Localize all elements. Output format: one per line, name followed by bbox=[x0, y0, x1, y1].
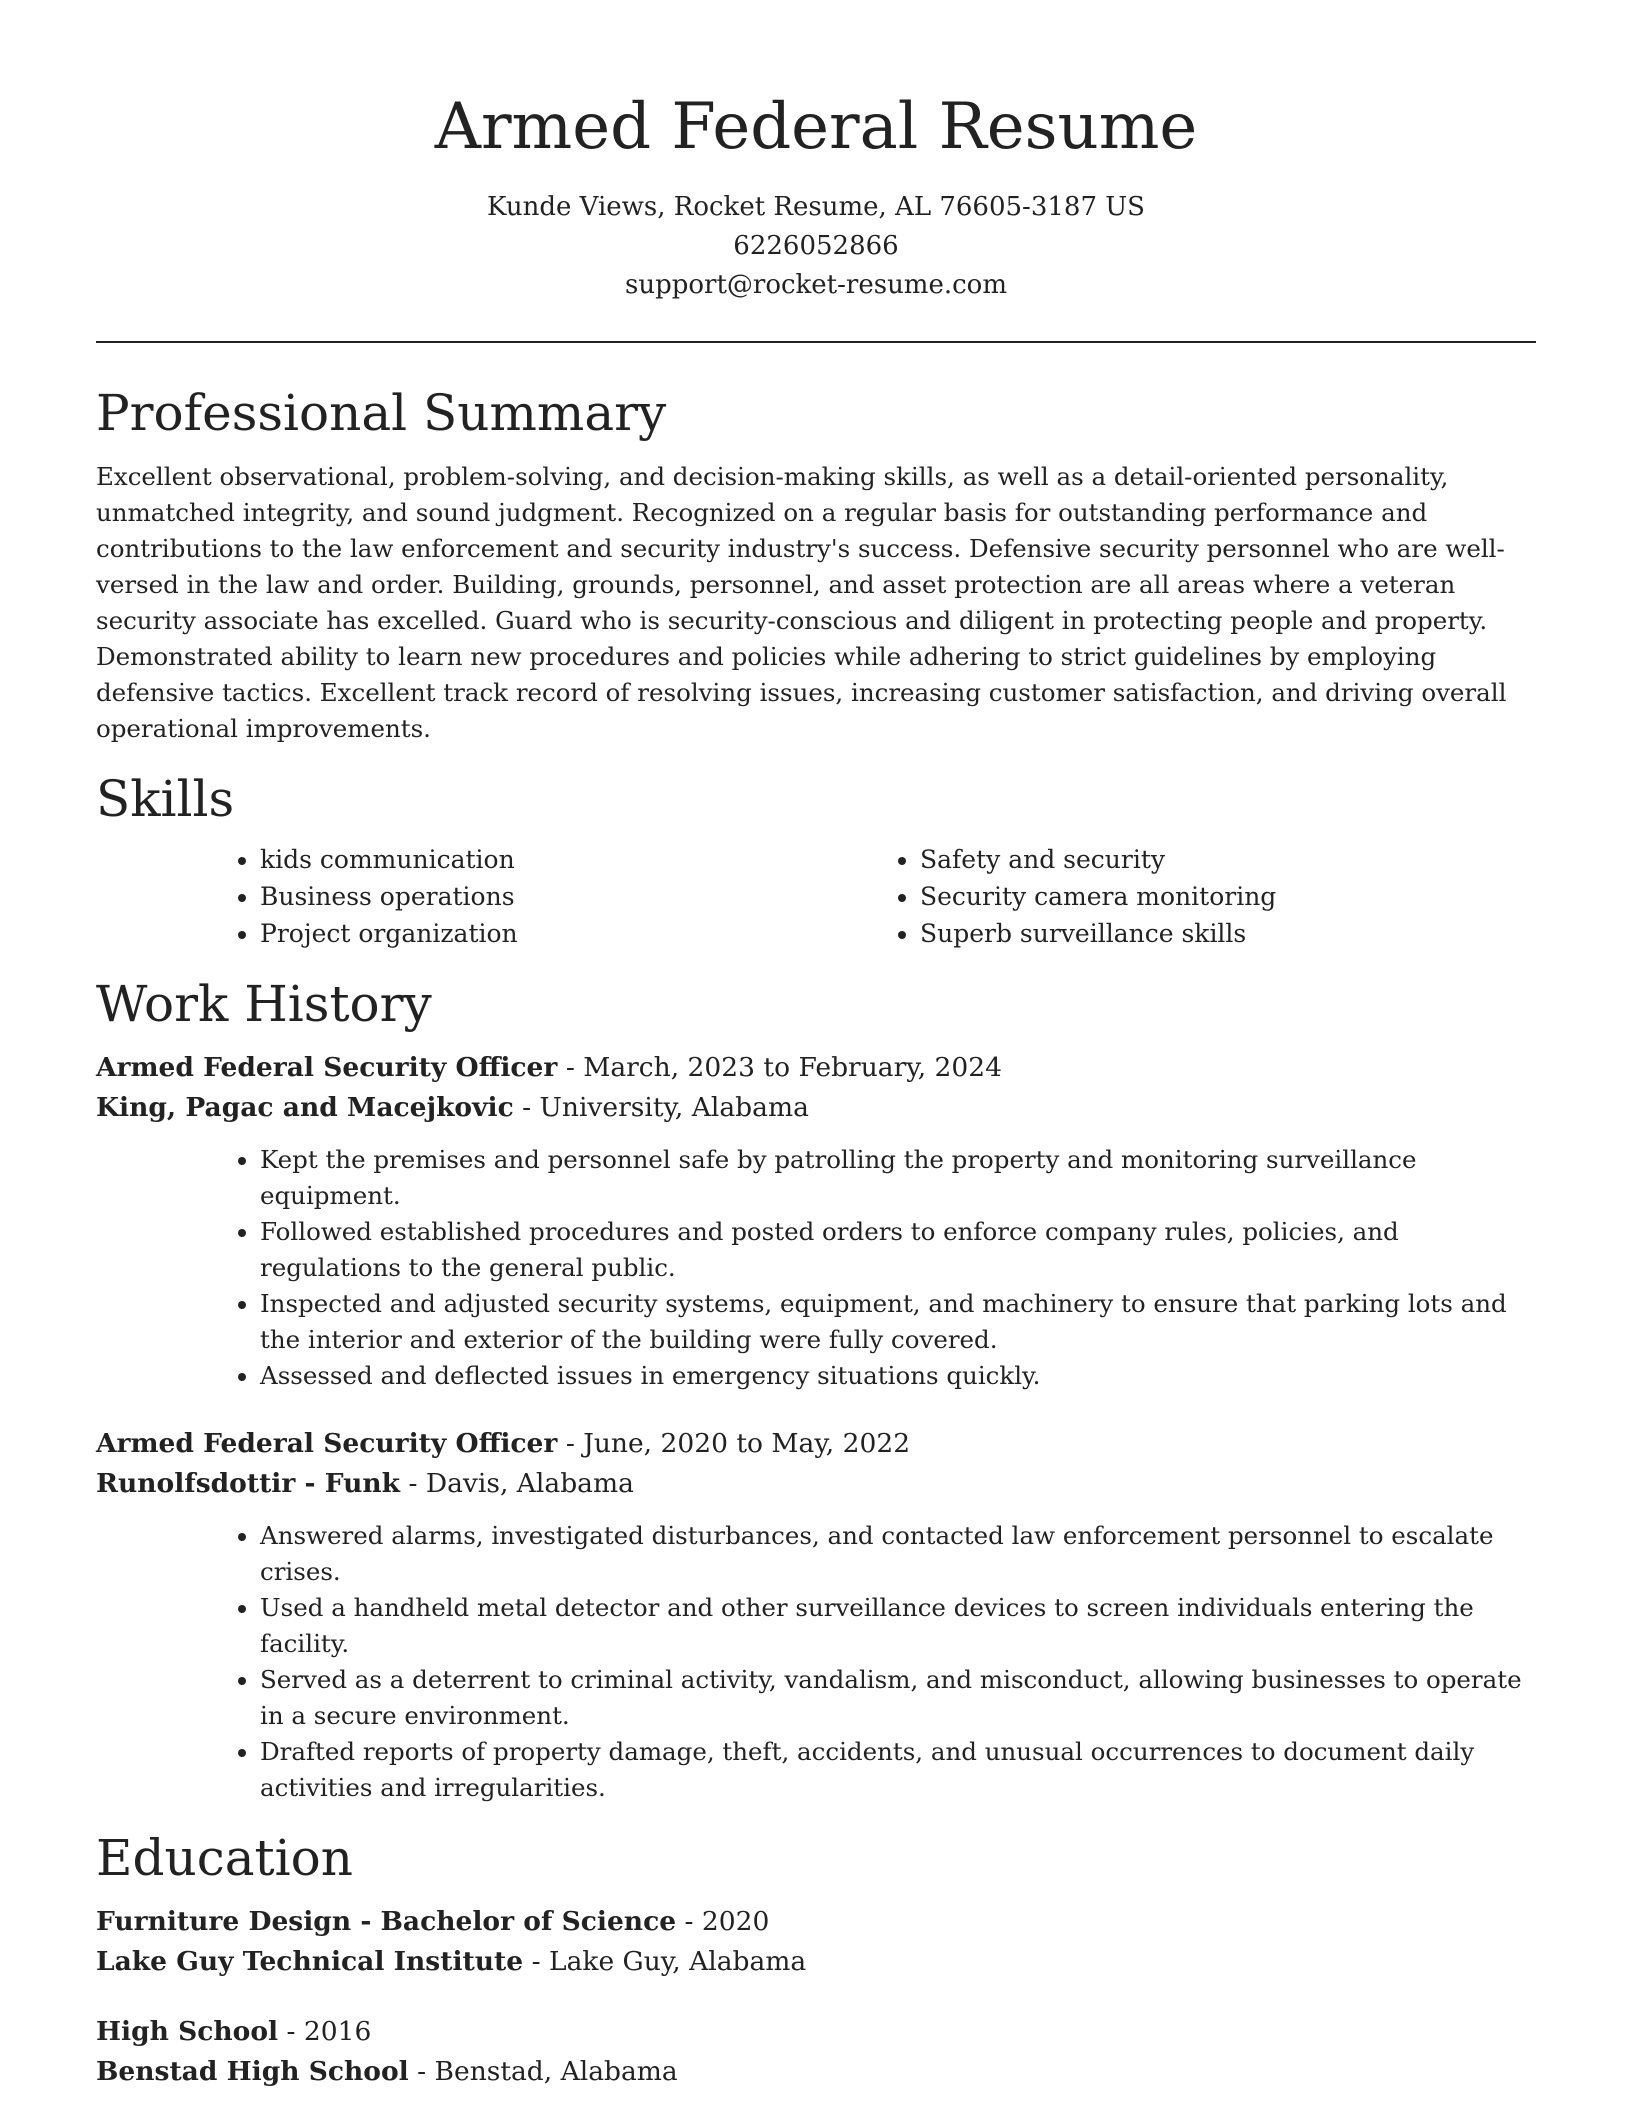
job-bullet: • Used a handheld metal detector and other surveillance devices to screen individuals entering the facility. bbox=[260, 1590, 1536, 1662]
education-degree: Furniture Design - Bachelor of Science bbox=[96, 1906, 677, 1937]
job-title-line bbox=[96, 1424, 1536, 1464]
skill-item: • Security camera monitoring bbox=[920, 878, 1536, 915]
education-entry bbox=[96, 2012, 1536, 2092]
education-degree: High School bbox=[96, 2016, 279, 2047]
skills-grid bbox=[216, 841, 1536, 952]
contact-phone: 6226052866 bbox=[733, 231, 899, 261]
education-school: Benstad High School bbox=[96, 2056, 409, 2087]
skills-title: Skills bbox=[96, 770, 235, 828]
contact-address: Kunde Views, Rocket Resume, AL 76605-3187 US bbox=[486, 192, 1145, 222]
job-bullet: • Kept the premises and personnel safe by patrolling the property and monitoring surveillance equipment. bbox=[260, 1142, 1536, 1214]
job-dates: March, 2023 to February, 2024 bbox=[583, 1052, 1002, 1083]
job-company: Runolfsdottir - Funk bbox=[96, 1468, 401, 1499]
education-school-line bbox=[96, 2052, 1536, 2092]
job-separator: - bbox=[408, 1468, 426, 1499]
skill-item: • kids communication bbox=[260, 841, 876, 878]
work-section bbox=[96, 972, 1536, 1806]
job-bullet: • Followed established procedures and posted orders to enforce company rules, policies, and regulations to the general public. bbox=[260, 1214, 1536, 1286]
education-separator: - bbox=[286, 2016, 304, 2047]
resume-header bbox=[96, 0, 1536, 305]
job-company-line bbox=[96, 1464, 1536, 1504]
job-bullet-list bbox=[216, 1142, 1536, 1394]
job-separator: - bbox=[565, 1428, 584, 1459]
summary-section bbox=[96, 381, 1536, 747]
education-separator: - bbox=[684, 1906, 702, 1937]
job-company-line bbox=[96, 1088, 1536, 1128]
education-year: 2020 bbox=[701, 1906, 770, 1937]
education-degree-line bbox=[96, 1902, 1536, 1942]
summary-title: Professional Summary bbox=[96, 384, 667, 442]
skills-left-list bbox=[216, 841, 876, 952]
job-bullet: • Assessed and deflected issues in emergency situations quickly. bbox=[260, 1358, 1536, 1394]
education-entry bbox=[96, 1902, 1536, 1982]
job-bullet-list bbox=[216, 1518, 1536, 1806]
job-separator: - bbox=[522, 1092, 540, 1123]
education-separator: - bbox=[417, 2056, 435, 2087]
education-separator: - bbox=[531, 1946, 549, 1977]
education-section bbox=[96, 1826, 1536, 2092]
education-year: 2016 bbox=[303, 2016, 372, 2047]
job-location: University, Alabama bbox=[539, 1092, 809, 1123]
job-title-line bbox=[96, 1048, 1536, 1088]
job-bullet: • Inspected and adjusted security systems, equipment, and machinery to ensure that parking lots and the interior and exterior of the building were fully covered. bbox=[260, 1286, 1536, 1358]
job-title: Armed Federal Security Officer bbox=[96, 1428, 558, 1459]
skill-item: • Project organization bbox=[260, 915, 876, 952]
education-degree-line bbox=[96, 2012, 1536, 2052]
skills-section bbox=[96, 767, 1536, 952]
job-entry bbox=[96, 1424, 1536, 1806]
job-entry bbox=[96, 1048, 1536, 1394]
skill-item: • Business operations bbox=[260, 878, 876, 915]
job-title: Armed Federal Security Officer bbox=[96, 1052, 558, 1083]
contact-email: support@rocket-resume.com bbox=[624, 270, 1007, 300]
education-location: Lake Guy, Alabama bbox=[548, 1946, 807, 1977]
job-bullet: • Drafted reports of property damage, theft, accidents, and unusual occurrences to document daily activities and irregularities. bbox=[260, 1734, 1536, 1806]
job-dates: June, 2020 to May, 2022 bbox=[583, 1428, 911, 1459]
resume-name: Armed Federal Resume bbox=[434, 90, 1198, 164]
header-divider bbox=[96, 341, 1536, 343]
skills-right-list bbox=[876, 841, 1536, 952]
job-bullet: • Answered alarms, investigated disturbances, and contacted law enforcement personnel to escalate crises. bbox=[260, 1518, 1536, 1590]
education-school: Lake Guy Technical Institute bbox=[96, 1946, 524, 1977]
job-separator: - bbox=[565, 1052, 584, 1083]
job-bullet: • Served as a deterrent to criminal activity, vandalism, and misconduct, allowing businesses to operate in a secure environment. bbox=[260, 1662, 1536, 1734]
skill-item: • Superb surveillance skills bbox=[920, 915, 1536, 952]
summary-text: Excellent observational, problem-solving, and decision-making skills, as well as a detail-oriented personality, unmatched integrity, and sound judgment. Recognized on a regular basis for outstanding performance and contributions to the law enforcement and security industry's success. Defensive security personnel who are well-versed in the law and order. Building, grounds, personnel, and asset protection are all areas where a veteran security associate has excelled. Guard who is security-conscious and diligent in protecting people and property. Demonstrated ability to learn new procedures and policies while adhering to strict guidelines by employing defensive tactics. Excellent track record of resolving issues, increasing customer satisfaction, and driving overall operational improvements. bbox=[96, 462, 1507, 743]
education-title: Education bbox=[96, 1829, 353, 1887]
skill-item: • Safety and security bbox=[920, 841, 1536, 878]
work-title: Work History bbox=[96, 975, 432, 1033]
education-school-line bbox=[96, 1942, 1536, 1982]
job-company: King, Pagac and Macejkovic bbox=[96, 1092, 514, 1123]
education-location: Benstad, Alabama bbox=[434, 2056, 678, 2087]
job-location: Davis, Alabama bbox=[425, 1468, 634, 1499]
